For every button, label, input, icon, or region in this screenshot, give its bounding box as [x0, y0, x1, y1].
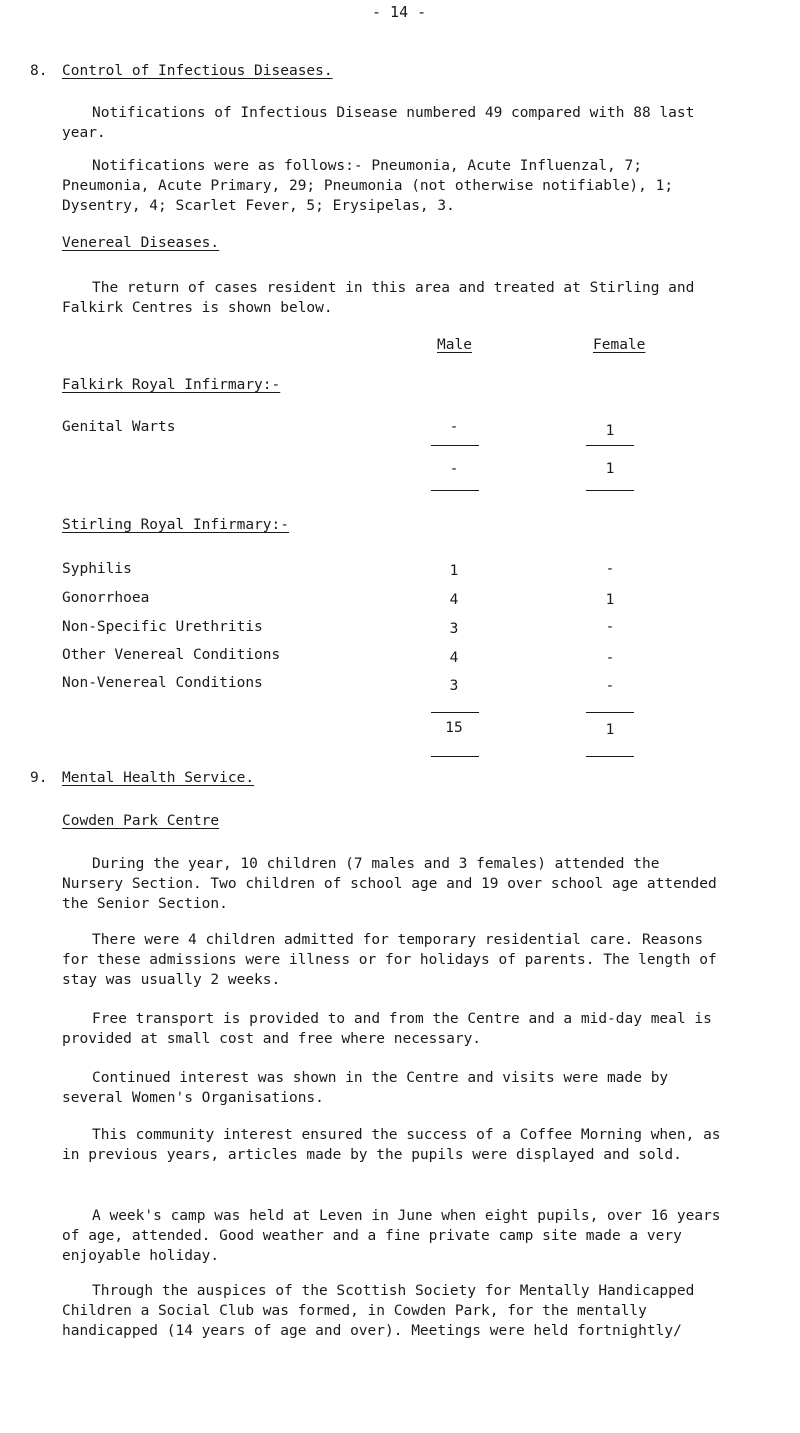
paragraph-venereal-return: The return of cases resident in this area and treated at Stirling and Falkirk Centres is shown below. — [62, 280, 695, 316]
paragraph-continued-interest: Continued interest was shown in the Centre and visits were made by several Women's Organisations. — [62, 1070, 669, 1106]
stirling-male-total-rule — [431, 756, 479, 757]
section-9-heading: Mental Health Service. — [62, 770, 255, 786]
cowden-park-subheading: Cowden Park Centre — [62, 813, 220, 829]
table-row-label: Gonorrhoea — [62, 590, 150, 606]
paragraph-residential-care: There were 4 children admitted for temporary residential care. Reasons for these admissions were illness or for holidays of parents. The length of stay was usually 2 weeks. — [62, 932, 717, 988]
stirling-total-female: 1 — [605, 722, 615, 738]
table-cell-male: 1 — [449, 563, 459, 579]
paragraph-notifications-total: Notifications of Infectious Disease numbered 49 compared with 88 last year. — [62, 105, 695, 141]
table-cell-male: - — [449, 419, 459, 435]
column-header-male: Male — [437, 337, 472, 353]
section-8-heading: Control of Infectious Diseases. — [62, 63, 333, 79]
table-row-label: Syphilis — [62, 561, 132, 577]
venereal-diseases-heading: Venereal Diseases. — [62, 235, 220, 251]
table-cell-male: 3 — [449, 678, 459, 694]
table-cell-male: 3 — [449, 621, 459, 637]
falkirk-total-female: 1 — [605, 461, 615, 477]
falkirk-male-total-rule — [431, 490, 479, 491]
column-header-female: Female — [593, 337, 646, 353]
falkirk-infirmary-title: Falkirk Royal Infirmary:- — [62, 377, 281, 393]
falkirk-male-subtotal-rule — [431, 445, 479, 446]
paragraph-coffee-morning: This community interest ensured the success of a Coffee Morning when, as in previous years, articles made by the pupils were displayed and sold. — [62, 1127, 721, 1163]
paragraph-social-club: Through the auspices of the Scottish Society for Mentally Handicapped Children a Social Club was formed, in Cowden Park, for the mentally handicapped (14 years of age and over). Meetings were held fortnightly/ — [62, 1283, 695, 1339]
stirling-infirmary-title: Stirling Royal Infirmary:- — [62, 517, 289, 533]
falkirk-total-male: - — [449, 461, 459, 477]
stirling-female-subtotal-rule — [586, 712, 634, 713]
table-cell-female: 1 — [605, 423, 615, 439]
falkirk-female-subtotal-rule — [586, 445, 634, 446]
table-row-label: Non-Specific Urethritis — [62, 619, 263, 635]
table-cell-male: 4 — [449, 592, 459, 608]
section-8-number: 8. — [30, 63, 48, 79]
table-cell-male: 4 — [449, 650, 459, 666]
table-row-label: Non-Venereal Conditions — [62, 675, 263, 691]
page-number: - 14 - — [372, 3, 427, 21]
stirling-total-male: 15 — [445, 720, 463, 736]
section-9-number: 9. — [30, 770, 48, 786]
table-cell-female: - — [605, 678, 615, 694]
stirling-female-total-rule — [586, 756, 634, 757]
table-cell-female: - — [605, 650, 615, 666]
paragraph-attendance: During the year, 10 children (7 males and 3 females) attended the Nursery Section. Two children of school age and 19 over school age attended the Senior Section. — [62, 856, 717, 912]
stirling-male-subtotal-rule — [431, 712, 479, 713]
table-row-label: Other Venereal Conditions — [62, 647, 281, 663]
table-cell-female: - — [605, 561, 615, 577]
table-cell-female: - — [605, 619, 615, 635]
paragraph-notifications-breakdown: Notifications were as follows:- Pneumonia, Acute Influenzal, 7; Pneumonia, Acute Primary, 29; Pneumonia (not otherwise notifiable), 1; Dysentry, 4; Scarlet Fever, 5; Erysipelas, 3. — [62, 158, 674, 214]
falkirk-female-total-rule — [586, 490, 634, 491]
table-cell-female: 1 — [605, 592, 615, 608]
table-row-label: Genital Warts — [62, 419, 176, 435]
paragraph-transport-meals: Free transport is provided to and from the Centre and a mid-day meal is provided at small cost and free where necessary. — [62, 1011, 712, 1047]
paragraph-camp: A week's camp was held at Leven in June when eight pupils, over 16 years of age, attended. Good weather and a fine private camp site made a very enjoyable holiday. — [62, 1208, 721, 1264]
